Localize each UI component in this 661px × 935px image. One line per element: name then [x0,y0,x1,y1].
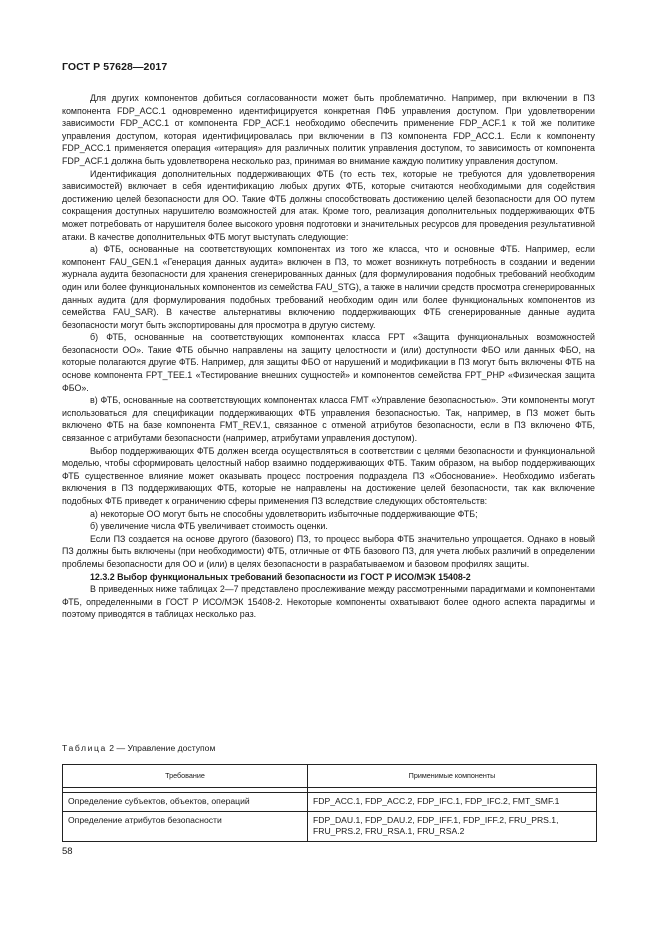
paragraph: Идентификация дополнительных поддерживающих ФТБ (то есть тех, которые не требуются для удовлетворения зависимостей) включает в себя идентификацию любых других ФТБ, которые считаются необходимыми для содействия достижению целей безопасности для ОО. Такие ФТБ должны способствовать достижению целей безопасности для ОО путем сокращения доступных нарушителю возможностей для атак. Кроме того, реализация дополнительных поддерживающих ФТБ может потребовать от нарушителя более высокого уровня подготовки и значительных ресурсов для проведения результативной атаки. В качестве дополнительных ФТБ могут выступать следующие: [62,168,595,242]
table-header-row [63,765,597,788]
paragraph: Выбор поддерживающих ФТБ должен всегда осуществляться в соответствии с целями безопасности и функциональной моделью, чтобы сформировать целостный набор взаимно поддерживающих ФТБ. Таким образом, на выбор поддерживающих ФТБ существенное влияние может оказывать процесс построения подраздела ПЗ «Обоснование». Необходимо избегать включения в ПЗ поддерживающих ФТБ, которые не направлены на достижение целей безопасности, так как включение подобных ФТБ приведет к ограничению сферы применения ПЗ вследствие следующих обстоятельств: [62,445,595,506]
table-row [63,793,597,812]
list-item: а) ФТБ, основанные на соответствующих компонентах из того же класса, что и основные ФТБ. Например, если компонент FAU_GEN.1 «Генерация данных аудита» включен в ПЗ, то может возникнуть потребность в создании и ведении журнала аудита безопасности для хранения сгенерированных данных (для формулирования подобных требований необходим один или более функциональных компонентов из семейства FAU_STG), а также в наличии средств просмотра сгенерированных данных аудита (для формулирования подобных требований необходим один или более функциональных компонентов из семейства FAU_SAR). В качестве альтернативы включению поддерживающих ФТБ сгенерированные данные аудита безопасности могут быть экспортированы для просмотра в другую систему. [62,244,595,330]
list-item: а) некоторые ОО могут быть не способны удовлетворить избыточные поддерживающие ФТБ; [90,508,478,519]
paragraph: В приведенных ниже таблицах 2—7 представлено прослеживание между рассмотренными парадигмами и компонентами ФТБ, определенными в ГОСТ Р ИСО/МЭК 15408-2. Некоторые компоненты охватывают более одного аспекта парадигмы и поэтому приводятся в таблицах несколько раз. [62,584,595,620]
paragraph: Если ПЗ создается на основе другого (базового) ПЗ, то процесс выбора ФТБ значительно упрощается. Однако в новый ПЗ должны быть включены (при необходимости) ФТБ, отличные от ФТБ базового ПЗ, для учета любых различий в определении проблемы безопасности для ОО и (или) в целях безопасности в разрабатываемом и базовом профилях защиты. [62,533,595,569]
paragraph: Для других компонентов добиться согласованности может быть проблематично. Например, при включении в ПЗ компонента FDP_ACC.1 одновременно идентифицируется конкретная ПФБ управления доступом. При удовлетворении зависимости FDP_ACC.1 от компонента FDP_ACF.1 необходимо обеспечить применение FDP_ACF.1 к той же политике управления доступом, которая идентифицировалась при включении в ПЗ компонента FDP_ACC.1. Если к компоненту FDP_ACC.1 применяется операция «итерация» для различных политик управления доступом, то зависимость от компонента FDP_ACF.1 должна быть удовлетворена несколько раз, принимая во внимание каждую политику управления доступом. [62,93,595,166]
access-control-table [62,764,597,842]
table-caption-label: Таблица [62,743,107,753]
table-caption-text: 2 — Управление доступом [109,743,216,753]
table-cell: Определение атрибутов безопасности [63,811,308,841]
column-header-requirement: Требование [63,765,308,788]
list-item: в) ФТБ, основанные на соответствующих компонентах класса FMT «Управление безопасностью». Эти компоненты могут использоваться для спецификации поддерживающих ФТБ управления безопасностью. Так, например, в ПЗ может быть включено ФТБ на базе компонента FMT_REV.1, связанное с отменой атрибутов безопасности, если в ПЗ включено ФТБ, связанное с атрибутами безопасности (например, атрибутами управления доступом). [62,395,595,444]
list-item: б) ФТБ, основанные на соответствующих компонентах класса FPT «Защита функциональных возможностей безопасности ОО». Такие ФТБ обычно направлены на защиту целостности и (или) доступности ФБО или данных ФБО, на которые полагаются другие ФТБ. Например, для защиты ФБО от нарушений и модификации в ПЗ могут быть включены ФТБ на основе компонента FPT_TEE.1 «Тестирование внешних сущностей» и компонентов семейства FPT_PHP «Физическая защита ФБО». [62,332,595,393]
table-cell: FDP_DAU.1, FDP_DAU.2, FDP_IFF.1, FDP_IFF.2, FRU_PRS.1, FRU_PRS.2, FRU_RSA.1, FRU_RSA.2 [308,811,597,841]
table-cell: FDP_ACC.1, FDP_ACC.2, FDP_IFC.1, FDP_IFC.2, FMT_SMF.1 [308,793,597,812]
table-caption [62,743,215,753]
body-text [62,92,595,621]
table-row [63,811,597,841]
table-cell: Определение субъектов, объектов, операций [63,793,308,812]
column-header-components: Применимые компоненты [308,765,597,788]
document-header: ГОСТ Р 57628—2017 [62,61,168,73]
subsection-heading: 12.3.2 Выбор функциональных требований безопасности из ГОСТ Р ИСО/МЭК 15408-2 [90,571,471,582]
list-item: б) увеличение числа ФТБ увеличивает стоимость оценки. [90,521,328,532]
page-number: 58 [62,846,73,857]
